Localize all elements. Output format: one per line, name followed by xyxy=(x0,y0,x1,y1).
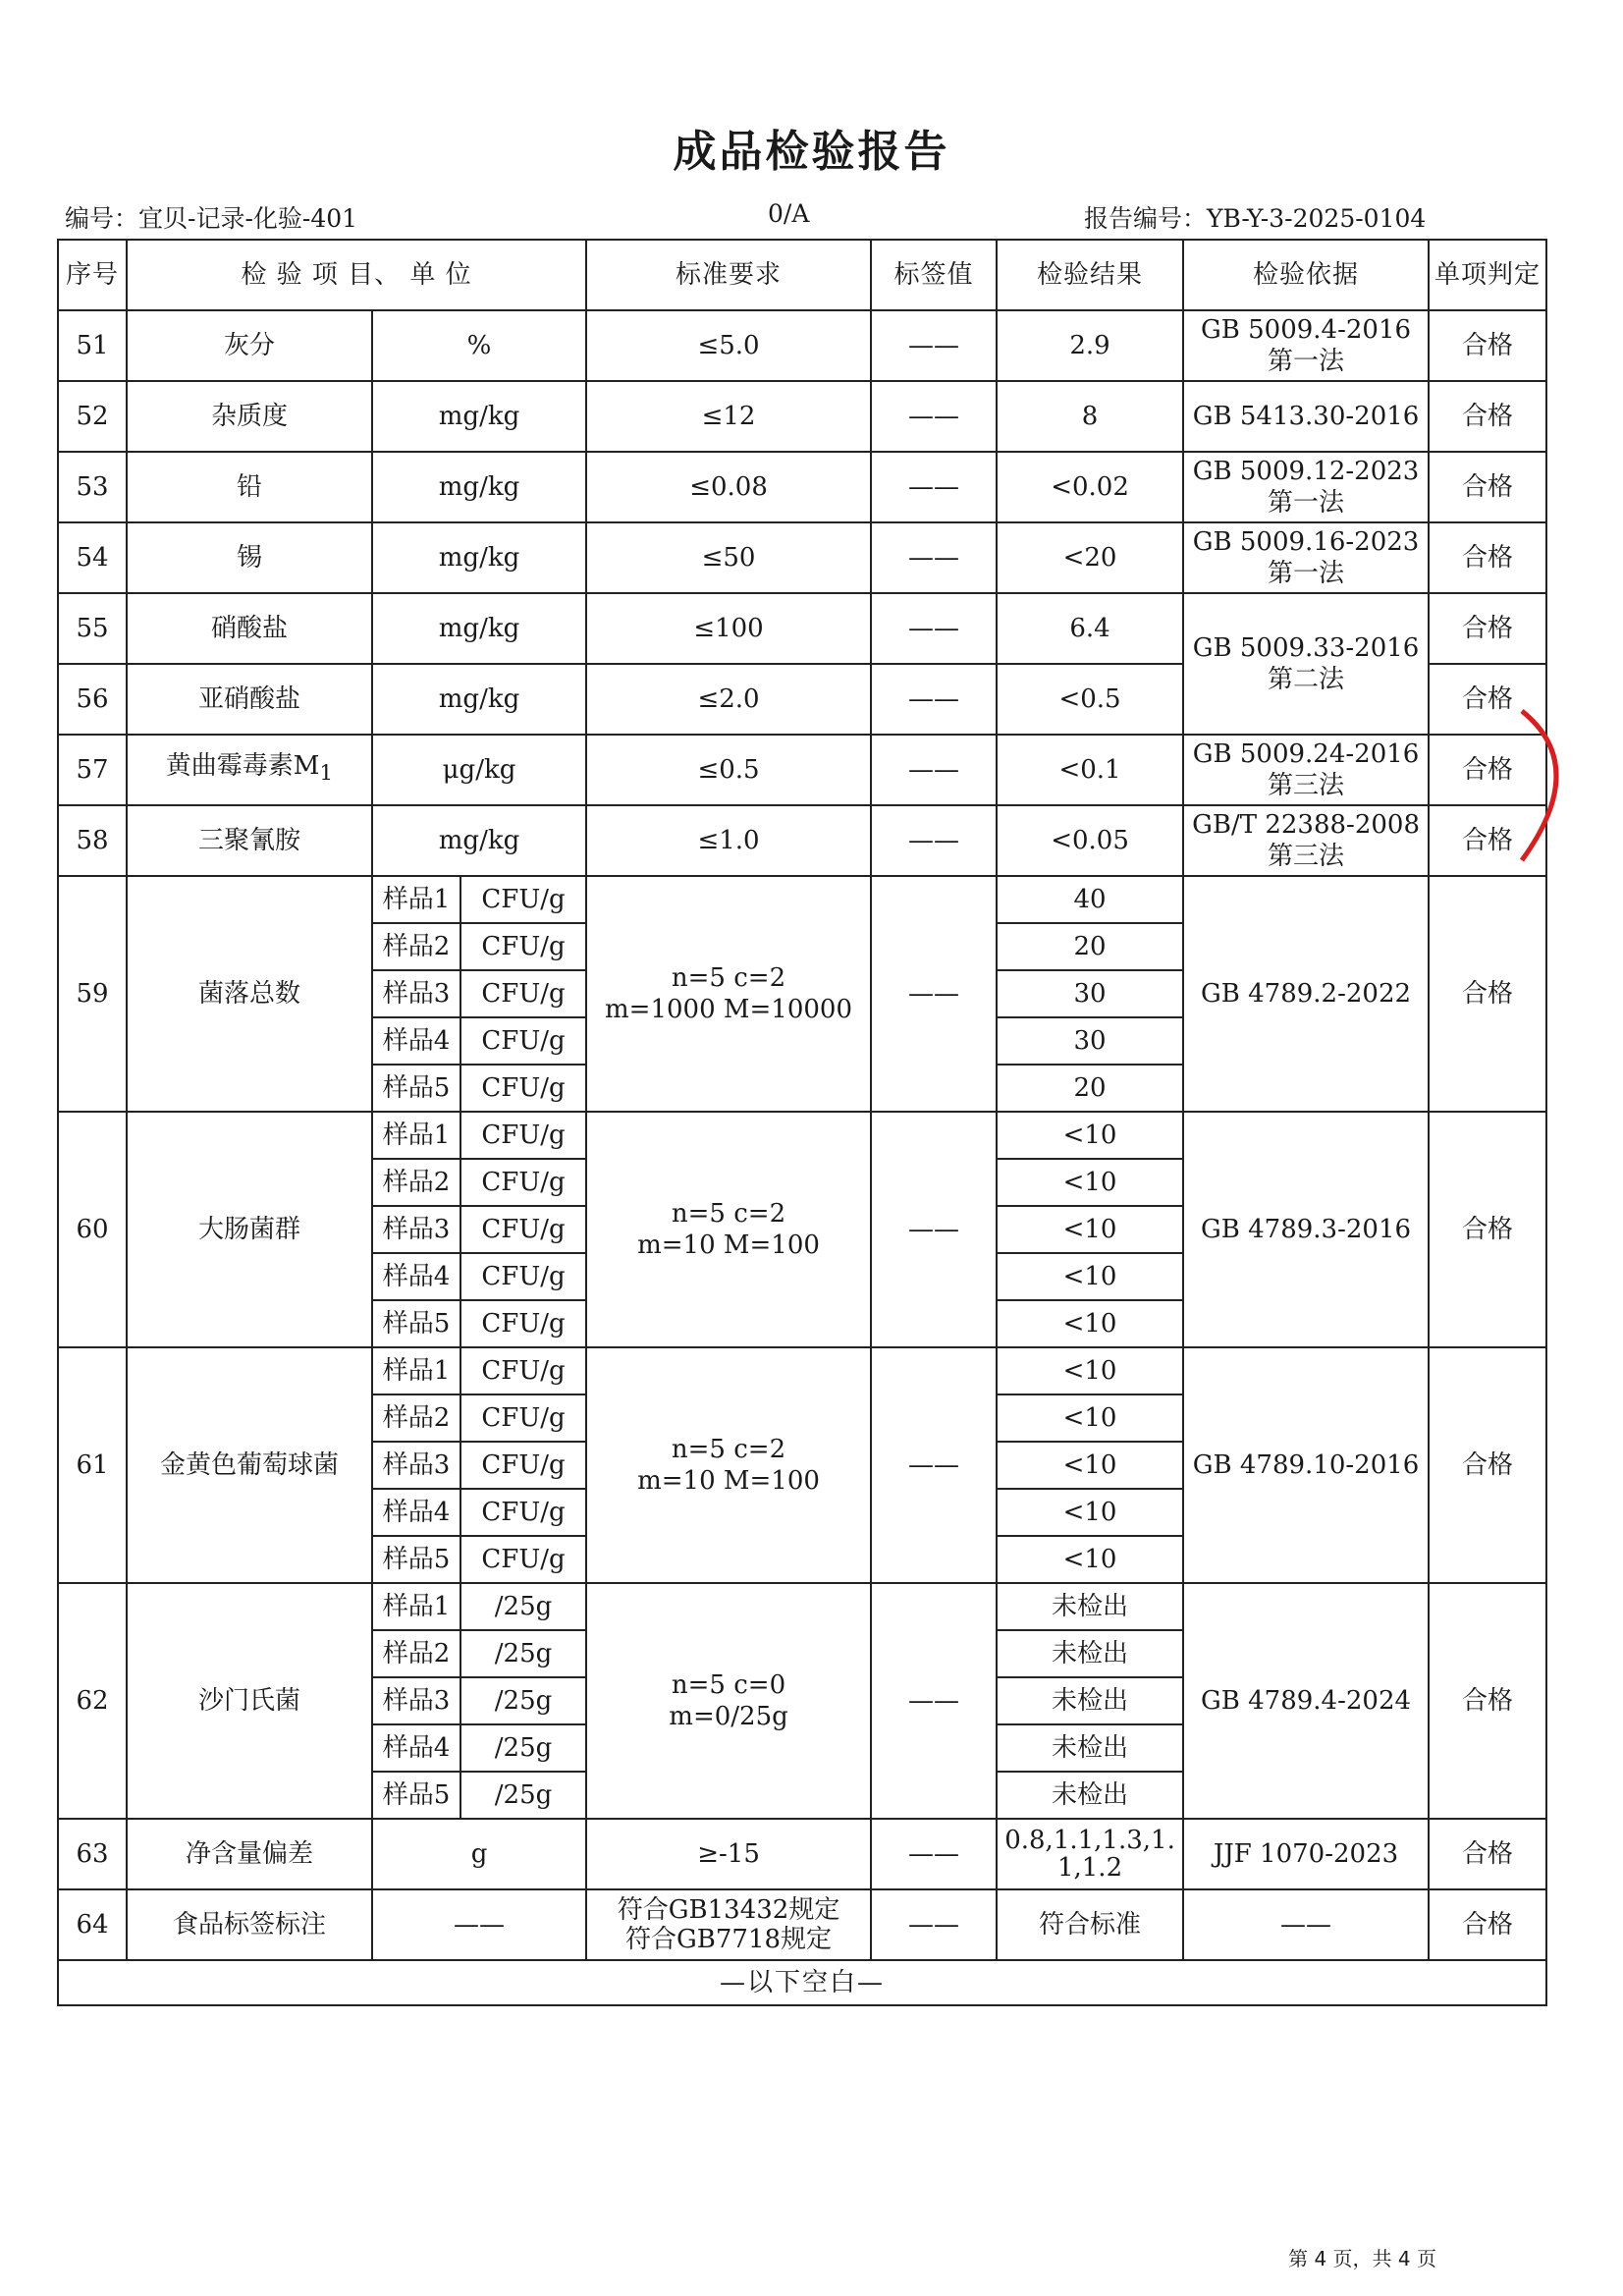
standard-line: n=5 c=2 xyxy=(671,1435,786,1464)
table-row xyxy=(58,593,1546,664)
item-cell: 铅 xyxy=(127,452,372,522)
table-row xyxy=(58,1583,1546,1630)
unit-cell: mg/kg xyxy=(372,805,586,876)
basis-cell xyxy=(1183,593,1429,735)
unit-cell: mg/kg xyxy=(372,452,586,522)
sample-name: 样品1 xyxy=(372,1583,460,1630)
unit-cell: g xyxy=(372,1819,586,1889)
standard-cell: ≤0.5 xyxy=(586,735,871,805)
table-row xyxy=(58,805,1546,876)
unit-cell: μg/kg xyxy=(372,735,586,805)
report-number: 报告编号：YB-Y-3-2025-0104 xyxy=(1084,204,1427,233)
seq-cell: 63 xyxy=(58,1819,127,1889)
header-standard: 标准要求 xyxy=(586,240,871,310)
item-cell xyxy=(127,735,372,805)
result-cell: <10 xyxy=(997,1300,1183,1347)
seq-cell: 57 xyxy=(58,735,127,805)
standard-line: n=5 c=0 xyxy=(671,1670,786,1700)
page-footer: 第 4 页，共 4 页 xyxy=(1288,2247,1436,2270)
label-cell: —— xyxy=(871,1347,997,1583)
sample-name: 样品1 xyxy=(372,876,460,923)
basis-cell: GB 4789.4-2024 xyxy=(1183,1583,1429,1819)
sample-name: 样品5 xyxy=(372,1300,460,1347)
sample-unit: /25g xyxy=(460,1772,586,1819)
result-cell: 30 xyxy=(997,970,1183,1017)
basis-standard: GB 5009.33-2016 xyxy=(1192,633,1420,663)
label-cell: —— xyxy=(871,805,997,876)
result-cell: 2.9 xyxy=(997,310,1183,381)
version-number: 0/A xyxy=(768,199,810,228)
label-cell: —— xyxy=(871,522,997,593)
judgement-cell: 合格 xyxy=(1429,593,1546,664)
table-row xyxy=(58,1347,1546,1394)
standard-cell: ≥-15 xyxy=(586,1819,871,1889)
table-row xyxy=(58,1819,1546,1889)
sample-unit: CFU/g xyxy=(460,970,586,1017)
sample-unit: CFU/g xyxy=(460,1112,586,1159)
label-cell: —— xyxy=(871,735,997,805)
result-cell: 20 xyxy=(997,1065,1183,1112)
result-cell: <10 xyxy=(997,1489,1183,1536)
sample-name: 样品3 xyxy=(372,1677,460,1724)
sample-name: 样品2 xyxy=(372,1394,460,1442)
sample-unit: CFU/g xyxy=(460,923,586,970)
label-cell: —— xyxy=(871,664,997,735)
standard-line: n=5 c=2 xyxy=(671,1199,786,1229)
table-row xyxy=(58,310,1546,381)
label-cell: —— xyxy=(871,381,997,452)
sample-name: 样品1 xyxy=(372,1112,460,1159)
judgement-cell: 合格 xyxy=(1429,1347,1546,1583)
basis-standard: GB/T 22388-2008 xyxy=(1192,810,1420,840)
sample-name: 样品5 xyxy=(372,1065,460,1112)
judgement-cell: 合格 xyxy=(1429,1819,1546,1889)
header-item-unit: 检 验 项 目、 单 位 xyxy=(127,240,586,310)
result-cell: <10 xyxy=(997,1159,1183,1206)
unit-cell: mg/kg xyxy=(372,664,586,735)
basis-method: 第二法 xyxy=(1268,665,1345,694)
basis-cell xyxy=(1183,735,1429,805)
stamp-arc xyxy=(1522,711,1556,860)
seq-cell: 51 xyxy=(58,310,127,381)
result-cell: <10 xyxy=(997,1394,1183,1442)
sample-name: 样品5 xyxy=(372,1772,460,1819)
result-cell: <20 xyxy=(997,522,1183,593)
result-cell: <10 xyxy=(997,1253,1183,1300)
result-cell: 6.4 xyxy=(997,593,1183,664)
sample-unit: /25g xyxy=(460,1630,586,1677)
result-cell: <10 xyxy=(997,1442,1183,1489)
standard-line: m=10 M=100 xyxy=(637,1466,820,1496)
table-row xyxy=(58,1112,1546,1159)
result-cell: <10 xyxy=(997,1112,1183,1159)
table-row xyxy=(58,381,1546,452)
judgement-cell: 合格 xyxy=(1429,381,1546,452)
result-cell: <0.1 xyxy=(997,735,1183,805)
inspection-table xyxy=(57,239,1547,2006)
standard-line: 符合GB13432规定 xyxy=(617,1895,840,1925)
sample-unit: CFU/g xyxy=(460,1347,586,1394)
standard-line: m=0/25g xyxy=(669,1702,788,1731)
standard-line: m=10 M=100 xyxy=(637,1230,820,1260)
result-cell: 8 xyxy=(997,381,1183,452)
result-cell: 40 xyxy=(997,876,1183,923)
result-cell: 未检出 xyxy=(997,1724,1183,1772)
basis-cell xyxy=(1183,522,1429,593)
standard-cell xyxy=(586,1112,871,1347)
header-judgement: 单项判定 xyxy=(1429,240,1546,310)
judgement-cell: 合格 xyxy=(1429,805,1546,876)
standard-cell: ≤100 xyxy=(586,593,871,664)
table-row xyxy=(58,735,1546,805)
judgement-cell: 合格 xyxy=(1429,310,1546,381)
sample-name: 样品4 xyxy=(372,1489,460,1536)
sample-unit: CFU/g xyxy=(460,1253,586,1300)
sample-name: 样品4 xyxy=(372,1724,460,1772)
unit-cell: mg/kg xyxy=(372,522,586,593)
sample-unit: /25g xyxy=(460,1583,586,1630)
item-cell: 三聚氰胺 xyxy=(127,805,372,876)
item-cell: 灰分 xyxy=(127,310,372,381)
label-cell: —— xyxy=(871,593,997,664)
record-number: 编号：宜贝-记录-化验-401 xyxy=(65,204,358,233)
result-cell: 未检出 xyxy=(997,1583,1183,1630)
item-cell: 亚硝酸盐 xyxy=(127,664,372,735)
standard-cell: ≤12 xyxy=(586,381,871,452)
result-cell: <0.02 xyxy=(997,452,1183,522)
sample-name: 样品3 xyxy=(372,1206,460,1253)
standard-cell xyxy=(586,1347,871,1583)
sample-unit: CFU/g xyxy=(460,876,586,923)
label-cell: —— xyxy=(871,1583,997,1819)
sample-unit: CFU/g xyxy=(460,1159,586,1206)
label-cell: —— xyxy=(871,452,997,522)
report-title: 成品检验报告 xyxy=(673,127,950,177)
header-basis: 检验依据 xyxy=(1183,240,1429,310)
sample-unit: CFU/g xyxy=(460,1536,586,1583)
basis-cell xyxy=(1183,805,1429,876)
result-cell: 符合标准 xyxy=(997,1889,1183,1960)
judgement-cell: 合格 xyxy=(1429,876,1546,1112)
item-subscript: 1 xyxy=(319,761,334,787)
item-cell: 净含量偏差 xyxy=(127,1819,372,1889)
label-cell: —— xyxy=(871,1112,997,1347)
basis-method: 第三法 xyxy=(1268,771,1345,800)
standard-cell xyxy=(586,1889,871,1960)
seq-cell: 58 xyxy=(58,805,127,876)
basis-method: 第一法 xyxy=(1268,559,1345,588)
label-cell: —— xyxy=(871,1889,997,1960)
unit-cell: % xyxy=(372,310,586,381)
result-cell: 未检出 xyxy=(997,1630,1183,1677)
basis-standard: GB 5009.16-2023 xyxy=(1192,527,1420,557)
item-cell: 大肠菌群 xyxy=(127,1112,372,1347)
judgement-cell: 合格 xyxy=(1429,522,1546,593)
basis-cell: GB 4789.3-2016 xyxy=(1183,1112,1429,1347)
basis-cell: GB 5413.30-2016 xyxy=(1183,381,1429,452)
judgement-cell: 合格 xyxy=(1429,1112,1546,1347)
result-cell: 未检出 xyxy=(997,1772,1183,1819)
standard-cell: ≤2.0 xyxy=(586,664,871,735)
standard-cell: ≤50 xyxy=(586,522,871,593)
seq-cell: 60 xyxy=(58,1112,127,1347)
basis-cell xyxy=(1183,452,1429,522)
judgement-cell: 合格 xyxy=(1429,1583,1546,1819)
item-cell: 食品标签标注 xyxy=(127,1889,372,1960)
result-cell: <10 xyxy=(997,1206,1183,1253)
sample-name: 样品2 xyxy=(372,923,460,970)
result-cell: <0.5 xyxy=(997,664,1183,735)
standard-line: m=1000 M=10000 xyxy=(605,995,853,1024)
sample-unit: CFU/g xyxy=(460,1017,586,1065)
result-cell: 30 xyxy=(997,1017,1183,1065)
blank-note: —以下空白— xyxy=(58,1960,1546,2005)
basis-method: 第三法 xyxy=(1268,842,1345,871)
basis-cell: GB 4789.10-2016 xyxy=(1183,1347,1429,1583)
header-label: 标签值 xyxy=(871,240,997,310)
table-row xyxy=(58,522,1546,593)
basis-cell: JJF 1070-2023 xyxy=(1183,1819,1429,1889)
label-cell: —— xyxy=(871,310,997,381)
standard-line: n=5 c=2 xyxy=(671,963,786,993)
result-cell: <0.05 xyxy=(997,805,1183,876)
seq-cell: 62 xyxy=(58,1583,127,1819)
sample-unit: CFU/g xyxy=(460,1300,586,1347)
basis-cell: GB 4789.2-2022 xyxy=(1183,876,1429,1112)
standard-cell xyxy=(586,1583,871,1819)
sample-name: 样品2 xyxy=(372,1630,460,1677)
basis-standard: GB 5009.4-2016 xyxy=(1200,315,1412,345)
basis-standard: GB 5009.12-2023 xyxy=(1192,457,1420,486)
result-cell: 20 xyxy=(997,923,1183,970)
label-cell: —— xyxy=(871,1819,997,1889)
judgement-cell: 合格 xyxy=(1429,735,1546,805)
basis-method: 第一法 xyxy=(1268,347,1345,376)
seq-cell: 61 xyxy=(58,1347,127,1583)
standard-cell: ≤1.0 xyxy=(586,805,871,876)
basis-standard: GB 5009.24-2016 xyxy=(1192,739,1420,769)
sample-unit: CFU/g xyxy=(460,1489,586,1536)
sample-unit: /25g xyxy=(460,1724,586,1772)
item-cell: 硝酸盐 xyxy=(127,593,372,664)
standard-cell: ≤0.08 xyxy=(586,452,871,522)
basis-cell xyxy=(1183,310,1429,381)
table-row xyxy=(58,452,1546,522)
seq-cell: 64 xyxy=(58,1889,127,1960)
stamp-mark xyxy=(1483,707,1600,864)
judgement-cell: 合格 xyxy=(1429,1889,1546,1960)
item-cell: 杂质度 xyxy=(127,381,372,452)
result-cell: 未检出 xyxy=(997,1677,1183,1724)
basis-method: 第一法 xyxy=(1268,488,1345,518)
result-cell: 0.8,1.1,1.3,1.1,1.2 xyxy=(997,1819,1183,1889)
standard-cell: ≤5.0 xyxy=(586,310,871,381)
sample-name: 样品3 xyxy=(372,970,460,1017)
item-cell: 菌落总数 xyxy=(127,876,372,1112)
sample-name: 样品4 xyxy=(372,1017,460,1065)
seq-cell: 53 xyxy=(58,452,127,522)
seq-cell: 56 xyxy=(58,664,127,735)
sample-name: 样品2 xyxy=(372,1159,460,1206)
result-cell: <10 xyxy=(997,1347,1183,1394)
header-result: 检验结果 xyxy=(997,240,1183,310)
sample-name: 样品5 xyxy=(372,1536,460,1583)
unit-cell: mg/kg xyxy=(372,593,586,664)
basis-cell: —— xyxy=(1183,1889,1429,1960)
sample-name: 样品3 xyxy=(372,1442,460,1489)
unit-cell: —— xyxy=(372,1889,586,1960)
item-cell: 锡 xyxy=(127,522,372,593)
unit-cell: mg/kg xyxy=(372,381,586,452)
header-seq: 序号 xyxy=(58,240,127,310)
judgement-cell: 合格 xyxy=(1429,664,1546,735)
sample-name: 样品4 xyxy=(372,1253,460,1300)
seq-cell: 55 xyxy=(58,593,127,664)
standard-line: 符合GB7718规定 xyxy=(625,1925,833,1954)
judgement-cell: 合格 xyxy=(1429,452,1546,522)
seq-cell: 54 xyxy=(58,522,127,593)
table-row xyxy=(58,1960,1546,2005)
item-cell: 金黄色葡萄球菌 xyxy=(127,1347,372,1583)
sample-unit: CFU/g xyxy=(460,1206,586,1253)
result-cell: <10 xyxy=(997,1536,1183,1583)
seq-cell: 59 xyxy=(58,876,127,1112)
item-name: 黄曲霉毒素M xyxy=(165,750,320,781)
sample-unit: CFU/g xyxy=(460,1065,586,1112)
sample-name: 样品1 xyxy=(372,1347,460,1394)
sample-unit: CFU/g xyxy=(460,1442,586,1489)
sample-unit: /25g xyxy=(460,1677,586,1724)
item-cell: 沙门氏菌 xyxy=(127,1583,372,1819)
sample-unit: CFU/g xyxy=(460,1394,586,1442)
table-row xyxy=(58,876,1546,923)
standard-cell xyxy=(586,876,871,1112)
label-cell: —— xyxy=(871,876,997,1112)
table-row xyxy=(58,1889,1546,1960)
seq-cell: 52 xyxy=(58,381,127,452)
